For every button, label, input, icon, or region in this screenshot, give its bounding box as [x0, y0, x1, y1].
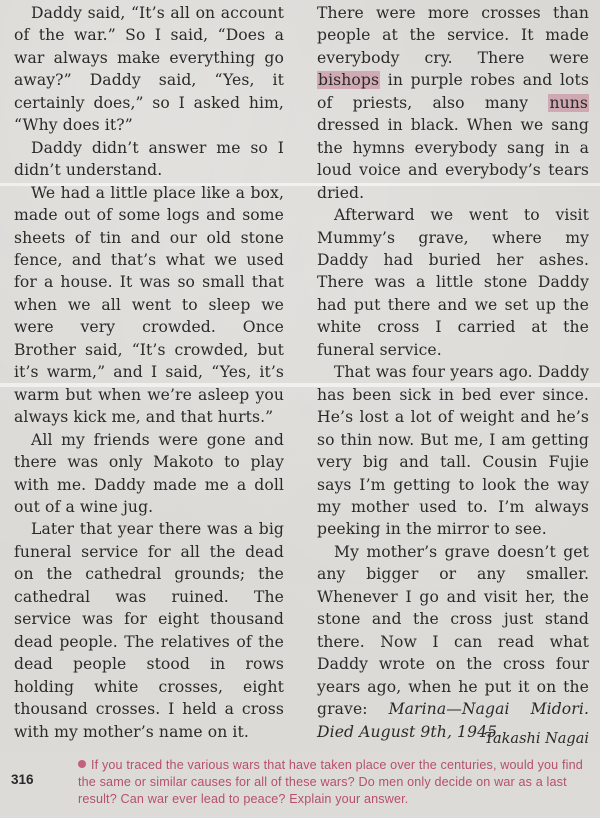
text-run: in purple robes and lots of priests, also many [317, 71, 589, 112]
paragraph [317, 2, 589, 204]
paragraph: Later that year there was a big funeral service for all the dead on the cathedral grounds; the cathedral was ruined. The service was for eight thousand dead people. The relatives of the dead people stood in rows holding white crosses, eight thousand crosses. I held a cross with my mother’s name on it. [14, 520, 284, 741]
question-text: If you traced the various wars that have taken place over the centuries, would you find the same or similar causes for all of these wars? Do men only decide on war as a last result? Can war ever lead to peace? Explain your answer. [78, 758, 583, 806]
paragraph: Daddy didn’t answer me so I didn’t understand. [14, 138, 284, 180]
paragraph: We had a little place like a box, made out of some logs and some sheets of tin and our old stone fence, and that’s what we used for a house. It was so small that when we all went to sleep we were very crowded. Once Brother said, “It’s crowded, but it’s warm,” and I said, “Yes, it’s warm but when we’re asleep you always kick me, and that hurts.” [14, 183, 284, 427]
cross-inscription: Marina—Nagai Midori. Died August 9th, 1945. [317, 700, 589, 741]
paragraph: Afterward we went to visit Mummy’s grave, where my Daddy had buried her ashes. There was a little stone Daddy had put there and we set up the white cross I carried at the funeral service. [317, 206, 589, 359]
page-number: 316 [11, 772, 34, 787]
left-column [14, 2, 284, 743]
highlighted-word-nuns[interactable]: nuns [549, 93, 588, 112]
paragraph: Daddy said, “It’s all on account of the war.” So I said, “Does a war always make everything go away?” Daddy said, “Yes, it certainly does,” so I asked him, “Why does it?” [14, 4, 284, 135]
bullet-icon [78, 760, 86, 768]
text-run: dressed in black. When we sang the hymns everybody sang in a loud voice and everybody’s tears dried. [317, 116, 589, 202]
paragraph: That was four years ago. Daddy has been sick in bed ever since. He’s lost a lot of weight and he’s so thin now. But me, I am getting very big and tall. Cousin Fujie says I’m getting to look the way my mother used to. I’m always peeking in the mirror to see. [317, 363, 589, 539]
paragraph: All my friends were gone and there was only Makoto to play with me. Daddy made me a doll out of a wine jug. [14, 430, 284, 516]
paragraph [317, 541, 589, 743]
discussion-question [78, 757, 590, 808]
text-run: There were more crosses than people at the service. It made everybody cry. There were [317, 4, 589, 67]
highlighted-word-bishops[interactable]: bishops [318, 71, 380, 90]
author-signature: Takashi Nagai [484, 731, 589, 747]
right-column [317, 2, 589, 743]
text-run: My mother’s grave doesn’t get any bigger or any smaller. Whenever I go and visit her, the stone and the cross just stand there. Now I can read what Daddy wrote on the cross four years ago, when he put it on the grave: [317, 542, 589, 719]
